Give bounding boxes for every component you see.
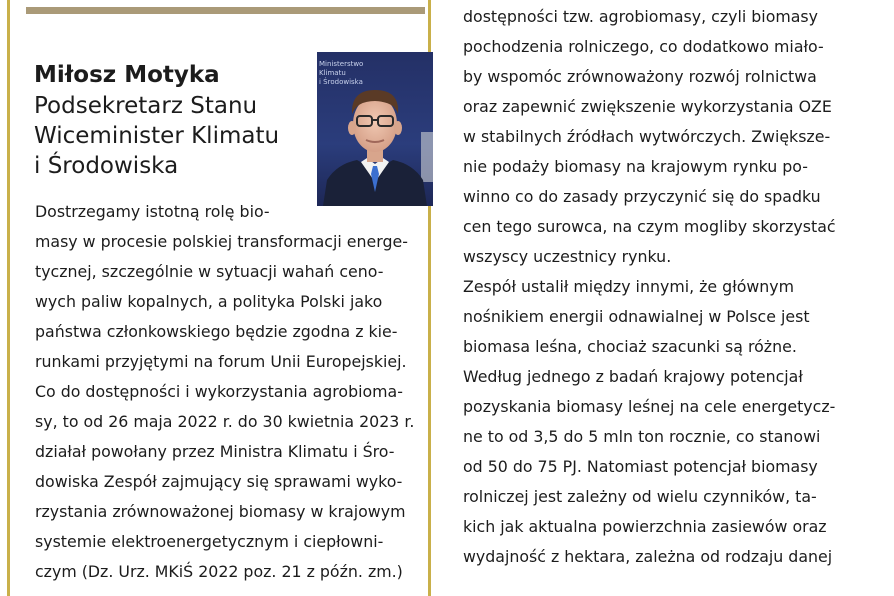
author-role-line: i Środowiska [34, 153, 179, 179]
text-line: runkami przyjętymi na forum Unii Europejskiej. [35, 352, 407, 371]
text-line: biomasa leśna, chociaż szacunki są różne. [463, 337, 797, 356]
portrait-illustration [317, 52, 433, 206]
top-rule [26, 7, 425, 14]
article-right-column [463, 2, 836, 572]
text-line: wych paliw kopalnych, a polityka Polski jako [35, 292, 383, 311]
author-role-line: Podsekretarz Stanu [34, 93, 258, 119]
author-role-line: Wiceminister Klimatu [34, 123, 280, 149]
text-line: by wspomóc zrównoważony rozwój rolnictwa [463, 67, 817, 86]
text-line: Dostrzegamy istotną rolę bio- [35, 202, 270, 221]
text-line: Zespół ustalił między innymi, że głównym [463, 277, 795, 296]
text-line: czym (Dz. Urz. MKiŚ 2022 poz. 21 z późn. zm.) [35, 562, 403, 581]
backdrop-text: Ministerstwo [319, 60, 364, 68]
text-line: rzystania zrównoważonej biomasy w krajowym [35, 502, 406, 521]
text-line: od 50 do 75 PJ. Natomiast potencjał biomasy [463, 457, 818, 476]
text-line: dowiska Zespół zajmujący się sprawami wyko- [35, 472, 403, 491]
text-line: nie podaży biomasy na krajowym rynku po- [463, 157, 808, 176]
backdrop-text: Klimatu [319, 69, 346, 77]
text-line: Według jednego z badań krajowy potencjał [463, 367, 803, 386]
text-line: oraz zapewnić zwiększenie wykorzystania OZE [463, 97, 832, 116]
text-line: wszyscy uczestnicy rynku. [463, 247, 672, 266]
text-line: cen tego surowca, na czym mogliby skorzystać [463, 217, 836, 236]
text-line: rolniczej jest zależny od wielu czynników, ta- [463, 487, 817, 506]
text-line: systemie elektroenergetycznym i ciepłowni- [35, 532, 384, 551]
text-line: pozyskania biomasy leśnej na cele energetycz- [463, 397, 836, 416]
author-role [34, 91, 279, 181]
text-line: masy w procesie polskiej transformacji energe- [35, 232, 408, 251]
text-line: nośnikiem energii odnawialnej w Polsce jest [463, 307, 810, 326]
text-line: Co do dostępności i wykorzystania agrobioma- [35, 382, 403, 401]
text-line: sy, to od 26 maja 2022 r. do 30 kwietnia 2023 r. [35, 412, 415, 431]
text-line: pochodzenia rolniczego, co dodatkowo miało- [463, 37, 824, 56]
author-portrait-photo [317, 52, 433, 206]
text-line: tycznej, szczególnie w sytuacji wahań ceno- [35, 262, 384, 281]
text-line: winno co do zasady przyczynić się do spadku [463, 187, 821, 206]
text-line: dostępności tzw. agrobiomasy, czyli biomasy [463, 7, 819, 26]
text-line: państwa członkowskiego będzie zgodna z kie- [35, 322, 398, 341]
backdrop-text: i Środowiska [319, 78, 363, 86]
article-left-column [35, 197, 414, 587]
text-line: działał powołany przez Ministra Klimatu i Śro- [35, 442, 395, 461]
text-line: ne to od 3,5 do 5 mln ton rocznie, co stanowi [463, 427, 821, 446]
text-line: kich jak aktualna powierzchnia zasiewów oraz [463, 517, 827, 536]
author-name: Miłosz Motyka [34, 62, 220, 88]
text-line: wydajność z hektara, zależna od rodzaju danej [463, 547, 833, 566]
text-line: w stabilnych źródłach wytwórczych. Zwiększe- [463, 127, 831, 146]
